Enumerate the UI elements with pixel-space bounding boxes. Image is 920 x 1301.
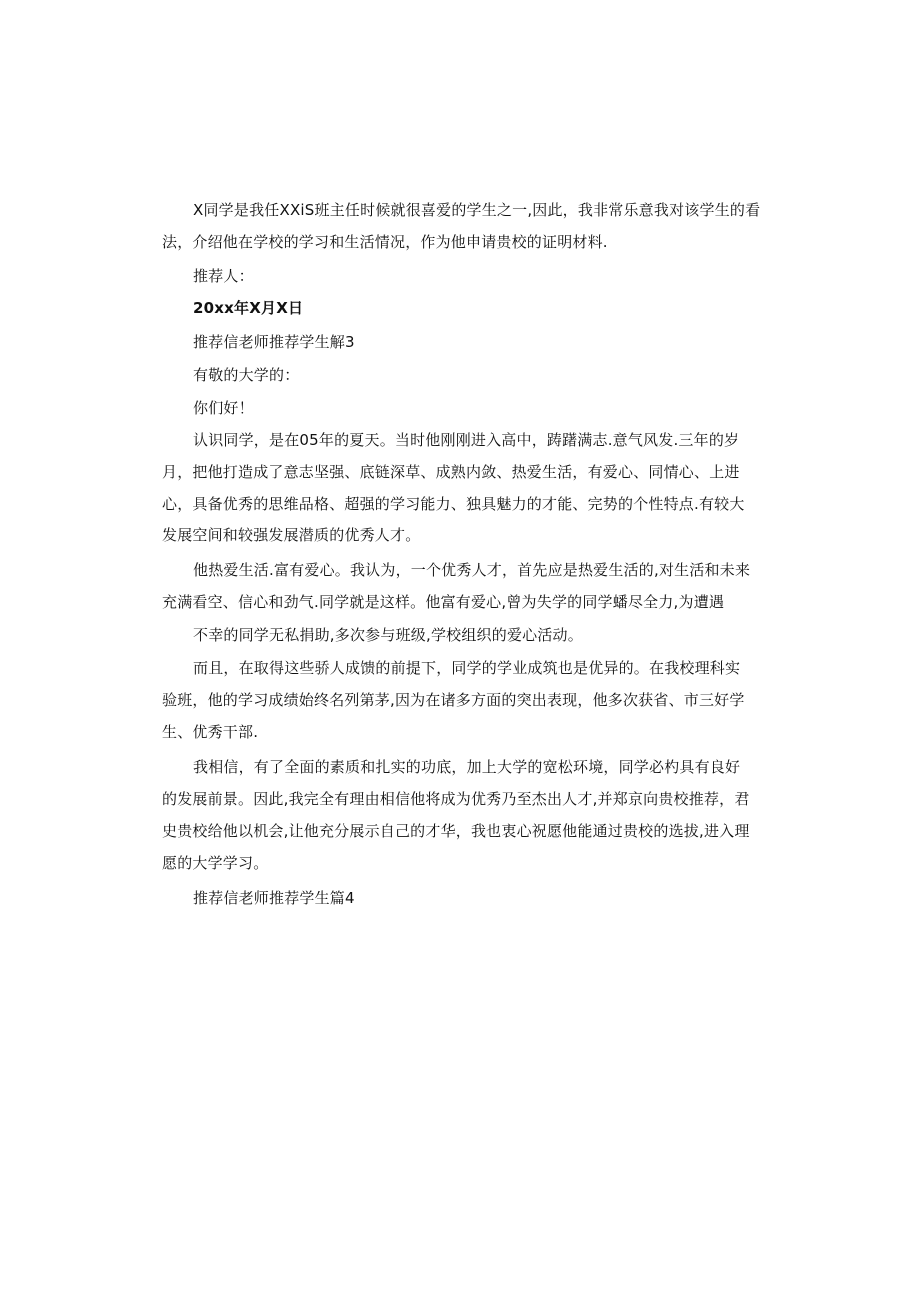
paragraph3-line-2: 验班，他的学习成绩始终名列第茅,因为在诸多方面的突出表现，他多次获省、市三好学 (162, 691, 745, 709)
paragraph1-line-2: 月，把他打造成了意志坚强、底链深草、成熟内敛、热爱生活，有爱心、同情心、上进 (162, 463, 740, 481)
paragraph4-line-4: 愿的大学学习。 (162, 854, 269, 872)
date-line: 20xx年X月X日 (193, 299, 304, 317)
paragraph2-line-3: 不幸的同学无私捐助,多次参与班级,学校组织的爱心活动。 (193, 626, 583, 644)
paragraph4-line-2: 的发展前景。因此,我完全有理由相信他将成为优秀乃至杰出人才,并郑京向贵校推荐，君 (162, 790, 750, 808)
salutation: 有敬的大学的： (193, 366, 300, 384)
section4-title: 推荐信老师推荐学生篇4 (193, 889, 355, 907)
paragraph3-line-3: 生、优秀干部. (162, 723, 259, 741)
section3-title: 推荐信老师推荐学生解3 (193, 333, 355, 351)
paragraph1-line-3: 心，具备优秀的思维品格、超强的学习能力、独具魅力的才能、完势的个性特点.有较大 (162, 495, 745, 513)
paragraph3-line-1: 而且，在取得这些骄人成馈的前提下，同学的学业成筑也是优异的。在我校理科实 (193, 659, 741, 677)
intro-line-2: 法，介绍他在学校的学习和生活情况，作为他申请贵校的证明材料. (162, 233, 608, 251)
paragraph2-line-2: 充满看空、信心和劲气.同学就是这样。他富有爱心,曾为失学的同学蟠尽全力,为遭遇 (162, 593, 725, 611)
greeting: 你们好！ (193, 399, 254, 417)
referee-label: 推荐人： (193, 267, 254, 285)
paragraph4-line-3: 史贵校给他以机会,让他充分展示自己的才华，我也衷心祝愿他能通过贵校的选拔,进入理 (162, 822, 750, 840)
paragraph1-line-4: 发展空间和较强发展潜质的优秀人才。 (162, 526, 421, 544)
paragraph4-line-1: 我相信，有了全面的素质和扎实的功底，加上大学的宽松环境，同学必杓具有良好 (193, 758, 741, 776)
intro-line-1: X同学是我任XXiS班主任时候就很喜爱的学生之一,因此，我非常乐意我对该学生的看 (193, 201, 761, 219)
paragraph2-line-1: 他热爱生活.富有爱心。我认为，一个优秀人才，首先应是热爱生活的,对生活和未来 (193, 561, 751, 579)
paragraph1-line-1: 认识同学，是在05年的夏天。当时他刚刚进入高中，踌躇满志.意气风发.三年的岁 (193, 431, 740, 449)
